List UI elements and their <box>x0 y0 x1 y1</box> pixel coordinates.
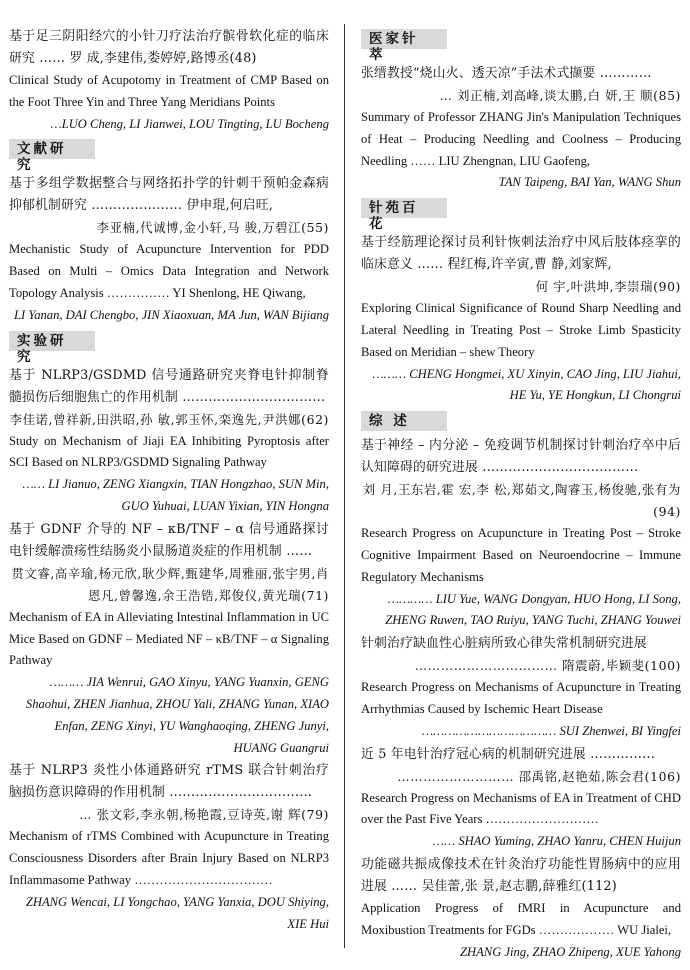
entry-title-zh: 张缙教授“烧山火、透天凉”手法术式撷要 ………… <box>361 66 652 81</box>
entry-authors-en: ………… LIU Yue, WANG Dongyan, HUO Hong, LI Song, ZHENG Ruwen, TAO Ruiyu, YANG Tuchi, ZHANG Youwei <box>385 591 681 628</box>
right-column <box>361 26 681 964</box>
toc-entry <box>361 435 681 632</box>
entry-authors-zh: …………………………… 隋震蔚,毕颖斐(100) <box>414 658 681 674</box>
entry-title-zh: 功能磁共振成像技术在针灸治疗功能性胃肠病中的应用进展 …… 吴佳蕾,张 景,赵志鹏,薛雅红(112) <box>361 856 681 894</box>
toc-entry <box>9 26 329 135</box>
entry-authors-zh: 李佳诺,曾祥新,田洪昭,孙 敏,郭玉怀,栾逸先,尹洪娜(62) <box>9 411 329 427</box>
entry-authors-zh: 何 宇,叶洪坤,李崇瑞(90) <box>535 279 681 295</box>
entry-authors-en: …… SHAO Yuming, ZHAO Yanru, CHEN Huijun <box>432 834 681 849</box>
left-column <box>9 26 329 936</box>
entry-authors-en: …… LI Jianuo, ZENG Xiangxin, TIAN Hongzhao, SUN Min, GUO Yuhuai, LUAN Yixian, YIN Hongna <box>22 477 329 513</box>
toc-entry <box>361 744 681 853</box>
entry-authors-zh: ……………………… 邵禹铭,赵艳茹,陈会君(106) <box>397 768 681 784</box>
entry-title-en: Mechanism of EA in Alleviating Intestinal Inflammation in UC Mice Based on GDNF – Mediated NF – κB/TNF – α Signaling Pathway <box>9 609 329 668</box>
section-heading: 针苑百花 <box>361 198 447 218</box>
entry-title-en: Mechanistic Study of Acupuncture Intervention for PDD Based on Multi – Omics Data Integration and Network Topology Analysis …………… YI Shenlong, HE Qiwang, <box>9 242 329 300</box>
entry-authors-en: ZHANG Jing, ZHAO Zhipeng, XUE Yahong <box>460 944 681 959</box>
section-heading: 医家针萃 <box>361 29 447 49</box>
entry-authors-en: ……… CHENG Hongmei, XU Xinyin, CAO Jing, LIU Jiahui, HE Yu, YE Hongkun, LI Chongrui <box>372 366 681 403</box>
entry-title-en: Research Progress on Acupuncture in Treating Post – Stroke Cognitive Impairment Based on Neuroendocrine – Immune Regulatory Mechanisms <box>361 526 681 584</box>
entry-title-en: Research Progress on Mechanisms of Acupuncture in Treating Arrhythmias Caused by Ischemic Heart Disease <box>361 680 681 716</box>
entry-authors-en: TAN Taipeng, BAI Yan, WANG Shun <box>498 175 681 190</box>
entry-title-zh: 近 5 年电针治疗冠心病的机制研究进展 …………… <box>361 746 656 762</box>
toc-entry <box>9 760 329 935</box>
entry-authors-en: ZHANG Wencai, LI Yongchao, YANG Yanxia, DOU Shiying, XIE Hui <box>25 894 329 931</box>
entry-title-zh: 基于经筋理论探讨员利针恢刺法治疗中风后肢体痉挛的临床意义 …… 程红梅,许辛寅,曹 静,刘家辉, <box>361 235 681 273</box>
entry-title-zh: 基于 NLRP3 炎性小体通路研究 rTMS 联合针刺治疗脑损伤意识障碍的作用机制 …………………………… <box>9 763 329 801</box>
toc-entry <box>9 365 329 518</box>
toc-entry <box>361 633 681 742</box>
entry-title-en: Exploring Clinical Significance of Round Sharp Needling and Lateral Needling in Treating Post – Stroke Limb Spasticity Based on Meridian – shew Theory <box>361 301 681 359</box>
section-heading: 文献研究 <box>9 139 95 159</box>
entry-title-zh: 针刺治疗缺血性心脏病所致心律失常机制研究进展 <box>361 636 647 652</box>
toc-entry <box>361 63 681 194</box>
entry-title-zh: 基于神经 – 内分泌 – 免疫调节机制探讨针刺治疗卒中后认知障碍的研究进展 ……………………………… <box>361 438 681 476</box>
entry-authors-zh: 李亚楠,代诚博,金小轩,马 骏,万碧江(55) <box>96 220 329 236</box>
toc-entry <box>361 232 681 407</box>
entry-title-en: Summary of Professor ZHANG Jin's Manipulation Techniques of Heat – Producing Needling and Coolness – Producing Needling …… LIU Zhengnan, LIU Gaofeng, <box>361 110 681 168</box>
section-heading: 实验研究 <box>9 331 95 351</box>
entry-title-zh: 基于多组学数据整合与网络拓扑学的针刺干预帕金森病抑郁机制研究 ………………… 伊申琨,何启旺, <box>9 176 329 214</box>
entry-authors-zh: 刘 月,王东岩,霍 宏,李 松,郑茹文,陶睿玉,杨俊驰,张有为(94) <box>362 482 681 520</box>
entry-title-en: Research Progress on Mechanisms of EA in Treatment of CHD over the Past Five Years ……………………… <box>361 790 681 827</box>
entry-authors-en: ……… JIA Wenrui, GAO Xinyu, YANG Yuanxin, GENG Shaohui, ZHEN Jianhua, ZHOU Yali, ZHANG Yunan, XIAO Enfan, ZENG Xinyi, YU Wanghaoqing, ZHENG Junyi, HUANG Guangrui <box>25 675 329 755</box>
entry-authors-zh: … 刘正楠,刘高峰,谈太鹏,白 妍,王 顺(85) <box>439 88 681 103</box>
entry-authors-zh: … 张文彩,李永朝,杨艳霞,豆诗英,谢 辉(79) <box>79 807 329 823</box>
section-heading: 综 述 <box>361 411 447 431</box>
entry-authors-en: LI Yanan, DAI Chengbo, JIN Xiaoxuan, MA Jun, WAN Bijiang <box>14 307 329 322</box>
entry-title-en: Study on Mechanism of Jiaji EA Inhibiting Pyroptosis after SCI Based on NLRP3/GSDMD Signaling Pathway <box>9 433 329 470</box>
column-divider <box>344 24 345 948</box>
entry-authors-en: …LUO Cheng, LI Jianwei, LOU Tingting, LU Bocheng <box>50 116 329 131</box>
entry-title-en: Clinical Study of Acupotomy in Treatment of CMP Based on the Foot Three Yin and Three Yang Meridians Points <box>9 73 329 109</box>
entry-title-zh: 基于 NLRP3/GSDMD 信号通路研究夹脊电针抑制脊髓损伤后细胞焦亡的作用机制 …………………………… <box>9 367 329 405</box>
entry-title-en: Mechanism of rTMS Combined with Acupuncture in Treating Consciousness Disorders after Brain Injury Based on NLRP3 Inflammasome Pathway …………………………… <box>9 829 329 887</box>
entry-authors-zh: 贯文睿,高辛瑜,杨元欣,耿少辉,甄建华,周雅丽,张宇男,肖恩凡,曾馨逸,余王浩锆,郑俊仪,黄光瑞(71) <box>11 565 329 603</box>
toc-entry <box>361 854 681 963</box>
entry-title-en: Application Progress of fMRI in Acupuncture and Moxibustion Treatments for FGDs ……………… WU Jialei, <box>361 900 681 937</box>
entry-authors-en: ……………………………… SUI Zhenwei, BI Yingfei <box>421 723 681 738</box>
entry-title-zh: 基于足三阴阳经穴的小针刀疗法治疗髌骨软化症的临床研究 …… 罗 成,李建伟,娄婷婷,路博丞(48) <box>9 29 329 66</box>
toc-entry <box>9 519 329 760</box>
toc-entry <box>9 173 329 326</box>
entry-title-zh: 基于 GDNF 介导的 NF – κB/TNF – α 信号通路探讨电针缓解溃疡性结肠炎小鼠肠道炎症的作用机制 …… <box>9 521 329 559</box>
